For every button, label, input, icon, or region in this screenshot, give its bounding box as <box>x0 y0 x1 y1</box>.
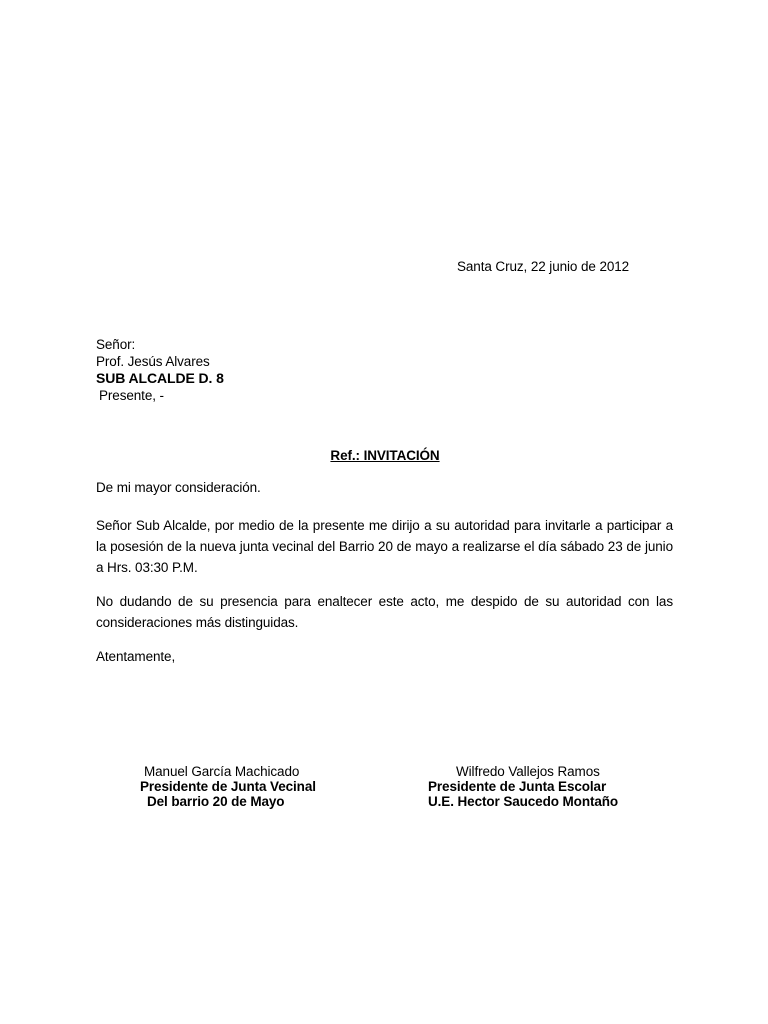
greeting: De mi mayor consideración. <box>96 480 261 495</box>
signatory-organization: U.E. Hector Saucedo Montaño <box>428 794 619 809</box>
signature-block-2 <box>428 764 618 809</box>
recipient-name: Prof. Jesús Alvares <box>96 354 210 369</box>
signature-block-1 <box>140 764 316 809</box>
recipient-presente: Presente, - <box>99 388 164 403</box>
reference-line <box>0 448 768 463</box>
body-paragraph-2: No dudando de su presencia para enaltecer este acto, me despido de su autoridad con las consideraciones más distinguidas. <box>96 594 673 630</box>
signatory-organization: Del barrio 20 de Mayo <box>147 794 285 809</box>
signatory-name: Manuel García Machicado <box>144 764 300 779</box>
letter-date: Santa Cruz, 22 junio de 2012 <box>457 259 630 274</box>
recipient-block <box>96 336 224 404</box>
closing: Atentamente, <box>96 649 176 664</box>
body-paragraph-1: Señor Sub Alcalde, por medio de la presente me dirijo a su autoridad para invitarle a participar a la posesión de la nueva junta vecinal del Barrio 20 de mayo a realizarse el día sábado 23 de junio a Hrs. 03:30 P.M. <box>96 518 673 575</box>
signatory-name: Wilfredo Vallejos Ramos <box>456 764 600 779</box>
signatory-role: Presidente de Junta Escolar <box>428 779 607 794</box>
recipient-title: SUB ALCALDE D. 8 <box>96 370 224 386</box>
signatory-role: Presidente de Junta Vecinal <box>140 779 316 794</box>
reference-text: Ref.: INVITACIÓN <box>330 448 440 463</box>
recipient-salutation: Señor: <box>96 337 136 352</box>
